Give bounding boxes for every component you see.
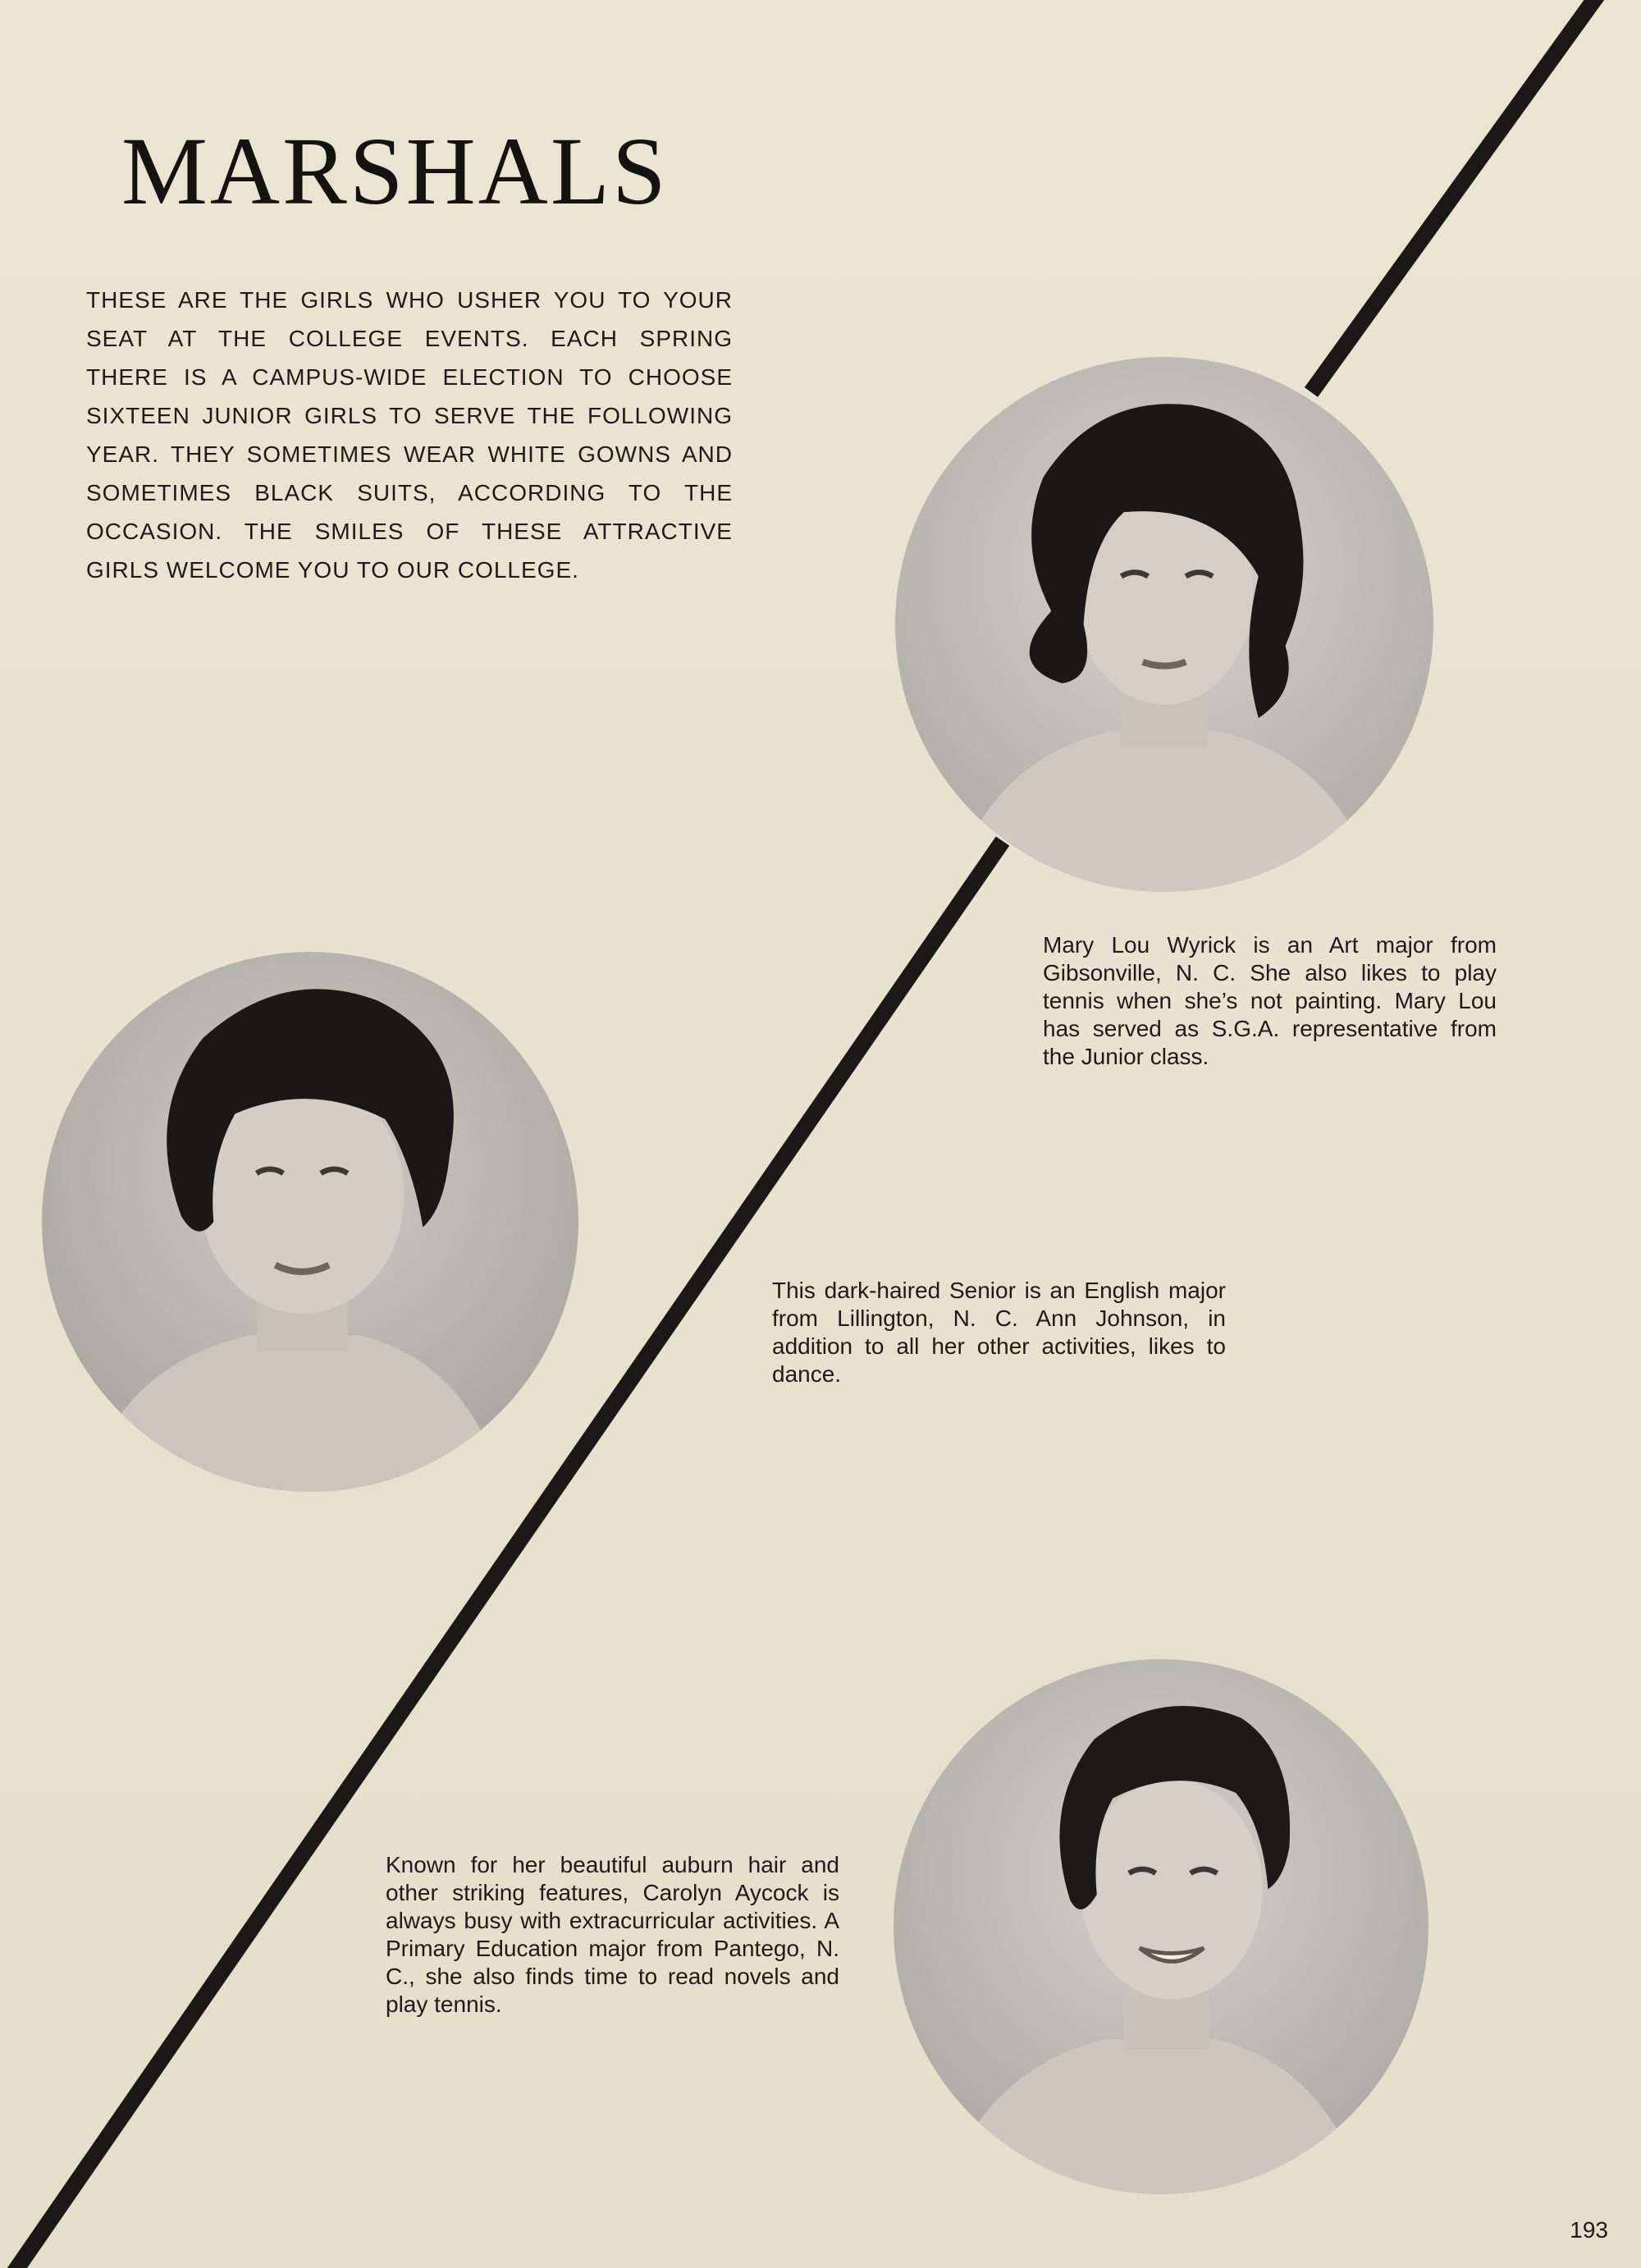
page-title: MARSHALS [121, 117, 669, 225]
caption-ann-johnson: This dark-haired Senior is an English major from Lillington, N. C. Ann Johnson, in addition to all her other activities, likes to dance. [772, 1278, 1226, 1387]
portrait-mary-lou-wyrick [895, 357, 1433, 892]
page-number: 193 [1570, 2217, 1608, 2243]
portrait-image [895, 357, 1433, 892]
portrait-image [42, 952, 578, 1492]
caption-mary-lou-wyrick: Mary Lou Wyrick is an Art major from Gibsonville, N. C. She also likes to play tennis when she’s not painting. Mary Lou has served as S.G.A. representative from the Junior class. [1043, 932, 1497, 1069]
portrait-ann-johnson [42, 952, 578, 1492]
portrait-image [894, 1659, 1428, 2194]
intro-paragraph: THESE ARE THE GIRLS WHO USHER YOU TO YOUR SEAT AT THE COLLEGE EVENTS. EACH SPRING THERE IS A CAMPUS-WIDE ELECTION TO CHOOSE SIXTEEN JUNIOR GIRLS TO SERVE THE FOLLOWING YEAR. THEY SOMETIMES WEAR WHITE GOWNS AND SOMETIMES BLACK SUITS, ACCORDING TO THE OCCASION. THE SMILES OF THESE ATTRACTIVE GIRLS WELCOME YOU TO OUR COLLEGE. [86, 287, 733, 583]
portrait-carolyn-aycock [894, 1659, 1428, 2194]
caption-carolyn-aycock: Known for her beautiful auburn hair and other striking features, Carolyn Aycock is always busy with extracurricular activities. A Primary Education major from Pantego, N. C., she also finds time to read novels and play tennis. [386, 1852, 839, 2017]
